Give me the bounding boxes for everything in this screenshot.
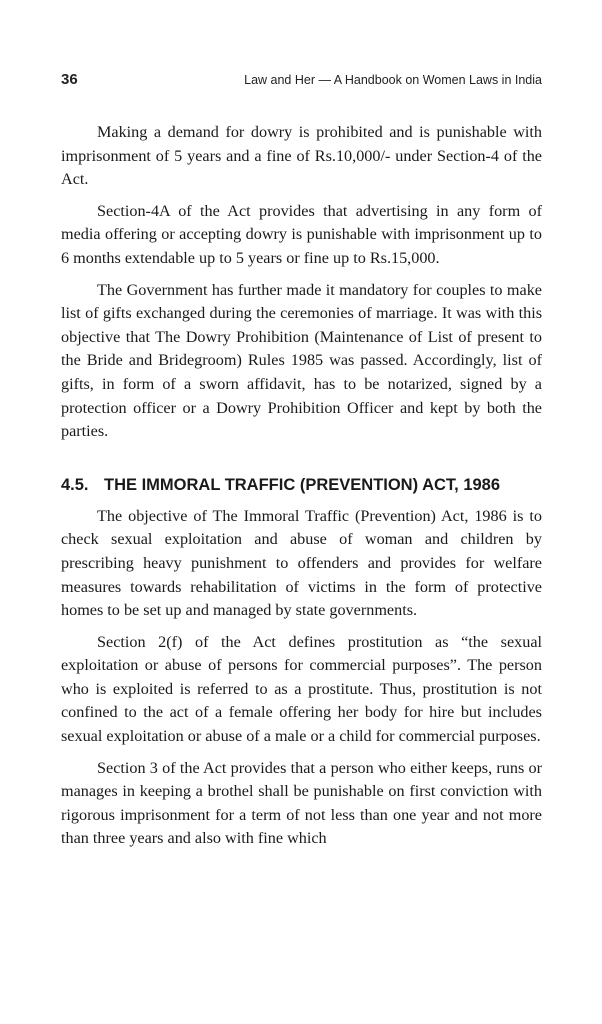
page-number: 36 [61, 71, 78, 88]
paragraph-section-2f: Section 2(f) of the Act defines prostitution as “the sexual exploitation or abuse of persons for commercial purposes”. The person who is exploited is referred to as a prostitute. Thus, prostitution is not confined to the act of a female offering her body for hire but includes sexual exploitation or abuse of a male or a child for commercial purposes. [61, 632, 542, 746]
running-title: Law and Her — A Handbook on Women Laws in India [244, 73, 542, 87]
paragraph-section-4a: Section-4A of the Act provides that advertising in any form of media offering or accepting dowry is punishable with imprisonment up to 6 months extendable up to 5 years or fine up to Rs.15,000. [61, 201, 542, 267]
paragraph-itpa-objective: The objective of The Immoral Traffic (Prevention) Act, 1986 is to check sexual exploitation and abuse of woman and children by prescribing heavy punishment to offenders and provides for welfare measures towards rehabilitation of victims in the form of protective homes to be set up and managed by state governments. [61, 506, 542, 620]
paragraph-section-3: Section 3 of the Act provides that a person who either keeps, runs or manages in keeping a brothel shall be punishable on first conviction with rigorous imprisonment for a term of not less than one year and not more than three years and also with fine which [61, 758, 542, 848]
body-text [61, 121, 542, 859]
paragraph-list-of-gifts: The Government has further made it mandatory for couples to make list of gifts exchanged during the ceremonies of marriage. It was with this objective that The Dowry Prohibition (Maintenance of List of present to the Bride and Bridegroom) Rules 1985 was passed. Accordingly, list of gifts, in form of a sworn affidavit, has to be notarized, signed by a protection officer or a Dowry Prohibition Officer and kept by both the parties. [61, 280, 542, 441]
page-header [61, 71, 542, 91]
section-title: THE IMMORAL TRAFFIC (PREVENTION) ACT, 1986 [104, 475, 501, 494]
paragraph-dowry-demand: Making a demand for dowry is prohibited and is punishable with imprisonment of 5 years and a fine of Rs.10,000/- under Section-4 of the Act. [61, 123, 542, 189]
section-heading [61, 474, 542, 496]
section-number: 4.5. [61, 475, 89, 494]
